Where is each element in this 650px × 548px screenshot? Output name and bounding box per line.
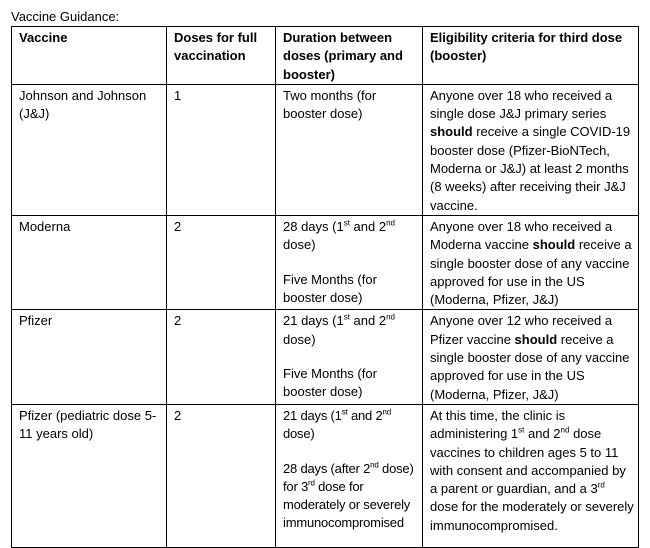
ordinal-suffix: nd [370,460,379,470]
eligibility-emphasis: should [430,124,473,140]
table-caption: Vaccine Guidance: [11,9,120,24]
cell-duration [276,310,423,404]
cell-duration [276,404,423,547]
table-row [12,84,639,215]
duration-text: 21 days (1 [283,313,344,329]
table-row [12,215,639,309]
duration-text: and 2 [347,407,383,423]
eligibility-text: receive a single booster dose of any vaccine approved for use in the US (Moderna, Pfizer, J&J) [430,237,632,308]
duration-text: 28 days (after 2 [283,460,371,476]
cell-doses: 2 [167,310,276,404]
eligibility-text: dose for the moderately or severely immunocompromised. [430,499,634,533]
cell-eligibility [423,310,639,404]
ordinal-suffix: rd [597,480,605,490]
ordinal-suffix: nd [382,407,391,417]
duration-text: 28 days (1 [283,218,344,234]
duration-text: and 2 [349,313,387,329]
eligibility-text: receive a single booster dose of any vaccine approved for use in the US (Moderna, Pfizer, J&J) [430,331,630,402]
cell-eligibility [423,84,639,215]
cell-vaccine: Johnson and Johnson (J&J) [12,84,167,215]
cell-doses: 1 [167,84,276,215]
eligibility-emphasis: should [532,237,576,253]
ordinal-suffix: nd [560,425,570,435]
duration-text: 21 days (1 [283,407,342,423]
vaccine-guidance-table [11,26,639,548]
cell-duration: Two months (for booster dose) [276,84,423,215]
table-row [12,310,639,404]
header-doses: Doses for full vaccination [167,27,276,85]
cell-doses: 2 [167,404,276,547]
table-row [12,404,639,547]
cell-vaccine: Moderna [12,215,167,309]
eligibility-emphasis: should [514,331,558,347]
eligibility-text: Anyone over 18 who received a Moderna vaccine [430,218,613,253]
ordinal-suffix: nd [386,313,395,323]
duration-text: dose) for 3 [283,460,414,494]
table-header-row [12,27,639,85]
ordinal-suffix: st [343,313,350,323]
cell-duration [276,215,423,309]
ordinal-suffix: st [343,218,350,228]
eligibility-text: At this time, the clinic is administering 1 [430,407,566,442]
duration-booster-text: Five Months (for booster dose) [283,271,377,305]
eligibility-text: dose vaccines to children ages 5 to 11 with consent and accompanied by a parent or guardian, and a 3 [430,426,626,497]
header-vaccine: Vaccine [12,27,167,85]
eligibility-text: receive a single COVID-19 booster dose (Pfizer-BioNTech, Moderna or J&J) at least 2 months (8 weeks) after receiving their J&J vaccine. [430,124,631,213]
cell-vaccine: Pfizer (pediatric dose 5-11 years old) [12,404,167,547]
eligibility-text: Anyone over 18 who received a single dose J&J primary series [430,87,613,122]
eligibility-text: and 2 [524,426,561,442]
duration-text: dose for moderately or severely immunocompromised [283,478,411,531]
ordinal-suffix: st [518,425,525,435]
ordinal-suffix: nd [386,218,395,228]
cell-eligibility [423,215,639,309]
duration-text: dose) [283,331,316,347]
cell-eligibility [423,404,639,547]
header-duration: Duration between doses (primary and booster) [276,27,423,85]
header-eligibility: Eligibility criteria for third dose (booster) [423,27,639,85]
duration-text: dose) [283,237,316,253]
ordinal-suffix: st [341,407,348,417]
cell-vaccine: Pfizer [12,310,167,404]
duration-booster-text: Five Months (for booster dose) [283,366,377,400]
duration-text: and 2 [349,218,387,234]
ordinal-suffix: rd [308,478,315,488]
cell-doses: 2 [167,215,276,309]
duration-text: dose) [283,426,315,442]
eligibility-text: Anyone over 12 who received a Pfizer vaccine [430,313,613,347]
